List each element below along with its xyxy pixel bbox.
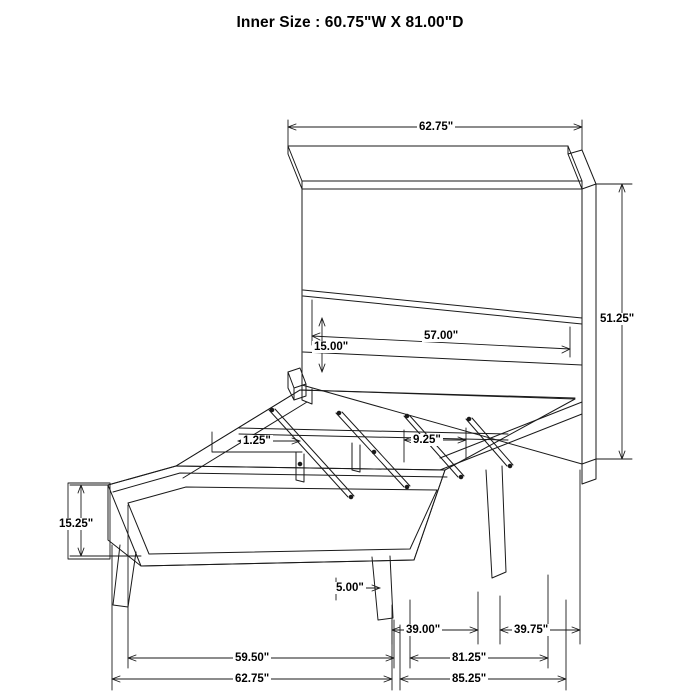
dimension-label-slat-span-width: 57.00": [424, 330, 459, 342]
dimension-label-floor-clearance: 5.00": [336, 582, 364, 594]
dimension-label-slat-gap-height: 15.00": [314, 341, 349, 353]
dimension-label-outer-depth-front: 39.75": [514, 624, 549, 636]
dimension-label-footboard-height: 15.25": [59, 518, 94, 530]
dimension-label-center-support: 9.25": [413, 434, 441, 446]
dimension-label-inner-depth-front: 39.00": [406, 624, 441, 636]
page-title: Inner Size : 60.75"W X 81.00"D: [236, 14, 464, 31]
dimension-label-overall-depth-outer: 85.25": [452, 673, 487, 685]
dimension-label-inner-width-bottom: 59.50": [235, 652, 270, 664]
dimension-label-rail-thickness: 1.25": [243, 435, 271, 447]
dimension-label-overall-depth-inner: 81.25": [452, 652, 487, 664]
dimension-label-outer-width-bottom: 62.75": [235, 673, 270, 685]
dimension-label-headboard-height: 51.25": [600, 313, 635, 325]
dimension-label-headboard-width: 62.75": [419, 121, 454, 133]
